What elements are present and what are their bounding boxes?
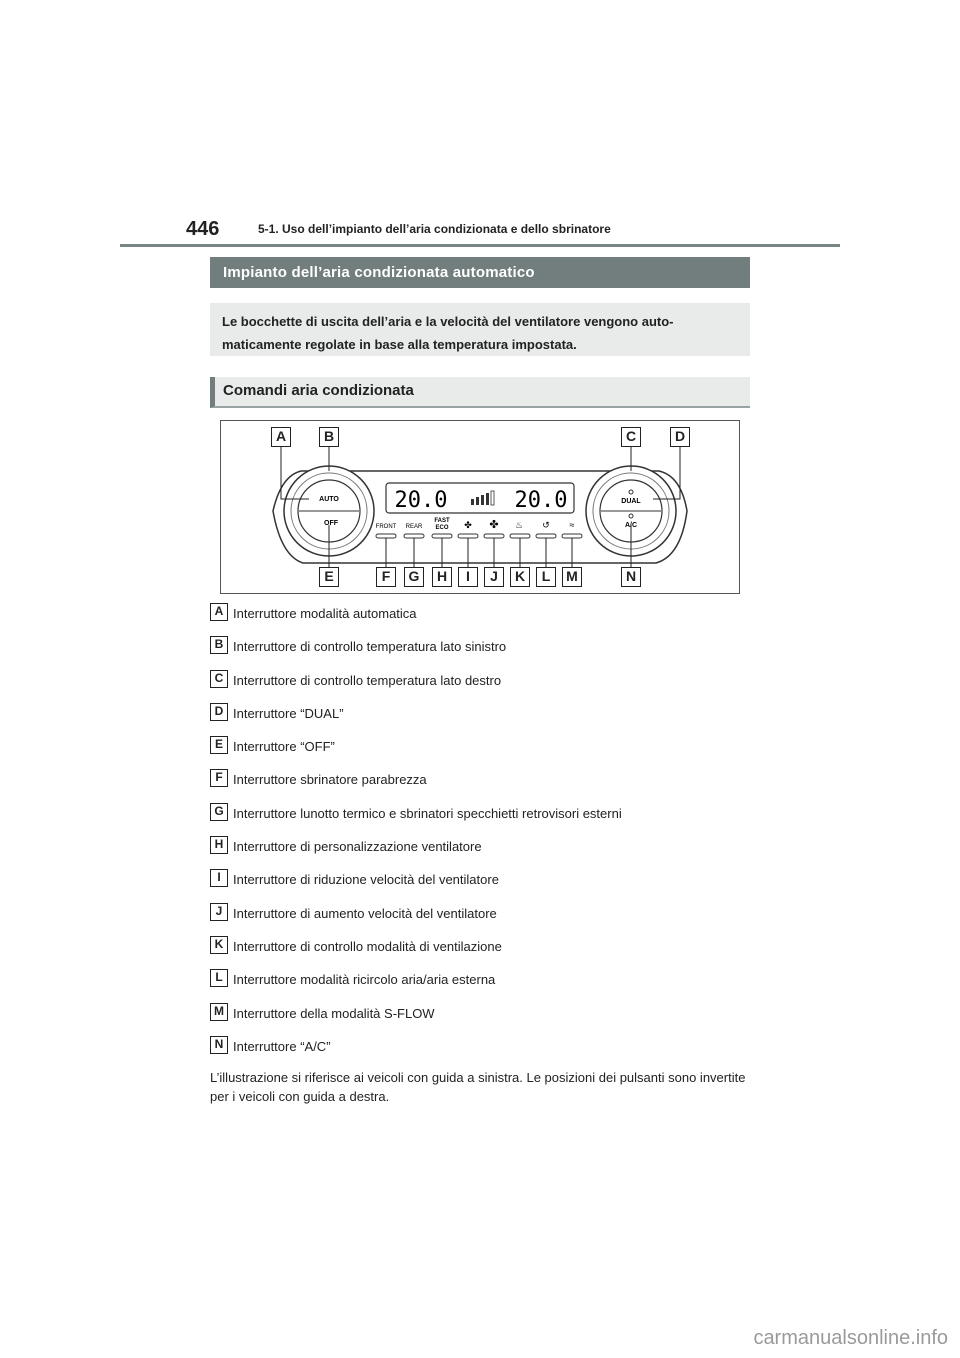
page-number: 446 xyxy=(186,218,220,240)
legend-item xyxy=(210,836,750,869)
chapter-title: 5-1. Uso dell’impianto dell’aria condizionata e dello sbrinatore xyxy=(258,222,611,236)
legend-text: Interruttore di riduzione velocità del ventilatore xyxy=(233,872,499,888)
legend-text: Interruttore di controllo modalità di ventilazione xyxy=(233,938,502,954)
legend-text: Interruttore sbrinatore parabrezza xyxy=(233,772,427,788)
legend-text: Interruttore “DUAL” xyxy=(233,705,344,721)
callout-f: F xyxy=(376,567,396,587)
legend-text: Interruttore di controllo temperatura lato sinistro xyxy=(233,639,507,655)
legend-key: B xyxy=(210,636,228,654)
watermark: carmanualsonline.info xyxy=(753,1327,948,1349)
vent-mode-icon: ♨ xyxy=(514,520,524,530)
fan-bar-5 xyxy=(491,491,494,505)
legend-item xyxy=(210,769,750,802)
callout-e: E xyxy=(319,567,339,587)
rear-label: REAR xyxy=(405,524,423,530)
callout-c: C xyxy=(621,427,641,447)
subsection-title: Comandi aria condizionata xyxy=(210,377,750,408)
callout-g: G xyxy=(404,567,424,587)
display-temp-left: 20.0 xyxy=(394,488,448,513)
button-bar xyxy=(562,534,582,538)
legend-key: E xyxy=(210,736,228,754)
fan-bar-2 xyxy=(476,497,479,505)
auto-label: AUTO xyxy=(319,496,339,503)
legend-key: F xyxy=(210,769,228,787)
legend-key: K xyxy=(210,936,228,954)
button-bar xyxy=(404,534,424,538)
callout-i: I xyxy=(458,567,478,587)
legend-item xyxy=(210,636,750,669)
legend-key: G xyxy=(210,803,228,821)
footnote: L’illustrazione si riferisce ai veicoli con guida a sinistra. Le posizioni dei pulsanti sono invertite per i veicoli con guida a destra. xyxy=(210,1070,746,1104)
callout-j: J xyxy=(484,567,504,587)
legend-item xyxy=(210,603,750,636)
section-title: Impianto dell’aria condizionata automatico xyxy=(210,257,750,288)
fan-bar-3 xyxy=(481,495,484,505)
button-bars xyxy=(376,534,582,538)
recirculation-icon: ↺ xyxy=(542,520,550,530)
callout-a: A xyxy=(271,427,291,447)
legend-item xyxy=(210,969,750,1002)
legend-key: D xyxy=(210,703,228,721)
callout-d: D xyxy=(670,427,690,447)
legend-text: Interruttore “OFF” xyxy=(233,739,335,755)
legend-key: H xyxy=(210,836,228,854)
callout-n: N xyxy=(621,567,641,587)
legend-text: Interruttore di aumento velocità del ventilatore xyxy=(233,905,497,921)
intro-text: Le bocchette di uscita dell’aria e la velocità del ventilatore vengono auto-maticamente regolate in base alla temperatura impostata. xyxy=(210,303,750,356)
fan-low-icon: ✤ xyxy=(464,520,472,530)
climate-panel-illustration xyxy=(221,421,739,593)
fan-bar-4 xyxy=(486,493,489,505)
legend-text: Interruttore della modalità S-FLOW xyxy=(233,1005,435,1021)
callout-l: L xyxy=(536,567,556,587)
callout-b: B xyxy=(319,427,339,447)
legend-key: A xyxy=(210,603,228,621)
legend-list xyxy=(210,603,750,1069)
legend-text: Interruttore di personalizzazione ventilatore xyxy=(233,839,482,855)
front-label: FRONT xyxy=(375,524,397,530)
legend-item xyxy=(210,936,750,969)
legend-text: Interruttore lunotto termico e sbrinatori specchietti retrovisori esterni xyxy=(233,805,622,821)
button-bar xyxy=(376,534,396,538)
header-divider xyxy=(120,244,840,247)
legend-text: Interruttore “A/C” xyxy=(233,1038,331,1054)
legend-key: J xyxy=(210,903,228,921)
fan-high-icon: ✤ xyxy=(489,519,499,531)
legend-item xyxy=(210,703,750,736)
fast-label: FAST xyxy=(434,518,450,524)
ac-label: A/C xyxy=(624,522,638,529)
legend-item xyxy=(210,1036,750,1069)
callout-k: K xyxy=(510,567,530,587)
button-bar xyxy=(484,534,504,538)
display-temp-right: 20.0 xyxy=(514,488,568,513)
legend-key: N xyxy=(210,1036,228,1054)
off-label: OFF xyxy=(324,520,338,527)
legend-key: L xyxy=(210,969,228,987)
legend-item xyxy=(210,803,750,836)
eco-label: ECO xyxy=(435,525,449,531)
climate-control-diagram xyxy=(220,420,740,594)
button-bar xyxy=(536,534,556,538)
callout-h: H xyxy=(432,567,452,587)
legend-item xyxy=(210,736,750,769)
fan-bar-1 xyxy=(471,499,474,505)
legend-key: C xyxy=(210,670,228,688)
legend-key: I xyxy=(210,869,228,887)
button-bar xyxy=(510,534,530,538)
s-flow-icon: ≈ xyxy=(569,520,575,530)
legend-item xyxy=(210,869,750,902)
dual-label: DUAL xyxy=(621,498,641,505)
legend-key: M xyxy=(210,1003,228,1021)
legend-text: Interruttore modalità automatica xyxy=(233,606,417,621)
legend-item xyxy=(210,670,750,703)
callout-m: M xyxy=(562,567,582,587)
legend-item xyxy=(210,1003,750,1036)
button-bar xyxy=(432,534,452,538)
legend-text: Interruttore modalità ricircolo aria/aria esterna xyxy=(233,972,496,988)
button-bar xyxy=(458,534,478,538)
legend-item xyxy=(210,903,750,936)
legend-text: Interruttore di controllo temperatura lato destro xyxy=(233,672,502,688)
